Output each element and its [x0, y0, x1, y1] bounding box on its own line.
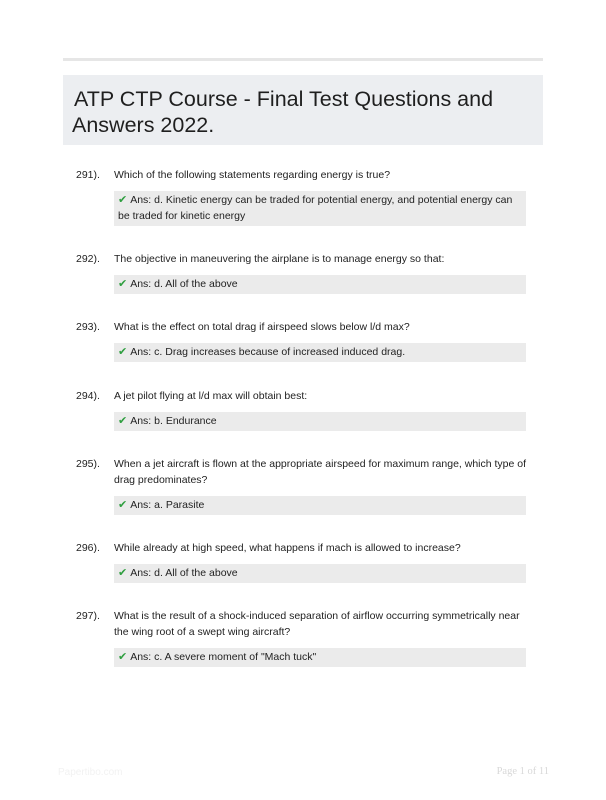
question-block: [76, 608, 536, 667]
question-row: [76, 540, 536, 556]
check-icon: ✔: [118, 499, 128, 511]
question-block: [76, 319, 536, 362]
question-text: What is the result of a shock-induced separation of airflow occurring symmetrically near the wing root of a swept wing aircraft?: [114, 610, 520, 638]
question-text: Which of the following statements regarding energy is true?: [114, 169, 391, 181]
question-number: 296).: [76, 542, 100, 554]
answer-text: Ans: d. Kinetic energy can be traded for potential energy, and potential energy can be traded for kinetic energy: [118, 194, 513, 222]
question-number: 297).: [76, 610, 100, 622]
check-icon: ✔: [118, 346, 128, 358]
answer-text: Ans: a. Parasite: [130, 499, 205, 511]
page-indicator: Page 1 of 11: [496, 766, 549, 777]
question-block: [76, 540, 536, 583]
question-row: [76, 251, 536, 267]
title-line-1: ATP CTP Course - Final Test Questions and: [74, 87, 494, 111]
footer-watermark: Papertibo.com: [58, 767, 123, 778]
question-number: 292).: [76, 253, 100, 265]
answer-text: Ans: d. All of the above: [130, 567, 238, 579]
title-banner: [63, 75, 543, 145]
check-icon: ✔: [118, 567, 128, 579]
question-number: 293).: [76, 321, 100, 333]
question-row: [76, 319, 536, 335]
question-text: While already at high speed, what happens if mach is allowed to increase?: [114, 542, 461, 554]
answer-text: Ans: b. Endurance: [130, 415, 217, 427]
question-number: 294).: [76, 390, 100, 402]
question-row: [76, 608, 536, 640]
question-text: What is the effect on total drag if airspeed slows below l/d max?: [114, 321, 410, 333]
top-divider: [63, 58, 543, 61]
answer-box: [114, 496, 526, 515]
question-block: [76, 251, 536, 294]
answer-box: [114, 412, 526, 431]
document-title: [72, 86, 533, 138]
question-number: 295).: [76, 458, 100, 470]
check-icon: ✔: [118, 278, 128, 290]
answer-text: Ans: c. Drag increases because of increased induced drag.: [130, 346, 406, 358]
question-text: A jet pilot flying at l/d max will obtain best:: [114, 390, 308, 402]
answer-text: Ans: d. All of the above: [130, 278, 238, 290]
question-number: 291).: [76, 169, 100, 181]
check-icon: ✔: [118, 194, 128, 206]
title-line-2: Answers 2022.: [72, 113, 215, 137]
question-row: [76, 456, 536, 488]
answer-box: [114, 343, 526, 362]
question-row: [76, 167, 536, 183]
answer-box: [114, 648, 526, 667]
question-block: [76, 388, 536, 431]
question-text: When a jet aircraft is flown at the appropriate airspeed for maximum range, which type of drag predominates?: [114, 458, 527, 486]
question-row: [76, 388, 536, 404]
check-icon: ✔: [118, 651, 128, 663]
question-text: The objective in maneuvering the airplane is to manage energy so that:: [114, 253, 445, 265]
answer-box: [114, 191, 526, 226]
answer-box: [114, 275, 526, 294]
answer-box: [114, 564, 526, 583]
answer-text: Ans: c. A severe moment of "Mach tuck": [130, 651, 317, 663]
question-block: [76, 167, 536, 226]
question-block: [76, 456, 536, 515]
check-icon: ✔: [118, 415, 128, 427]
